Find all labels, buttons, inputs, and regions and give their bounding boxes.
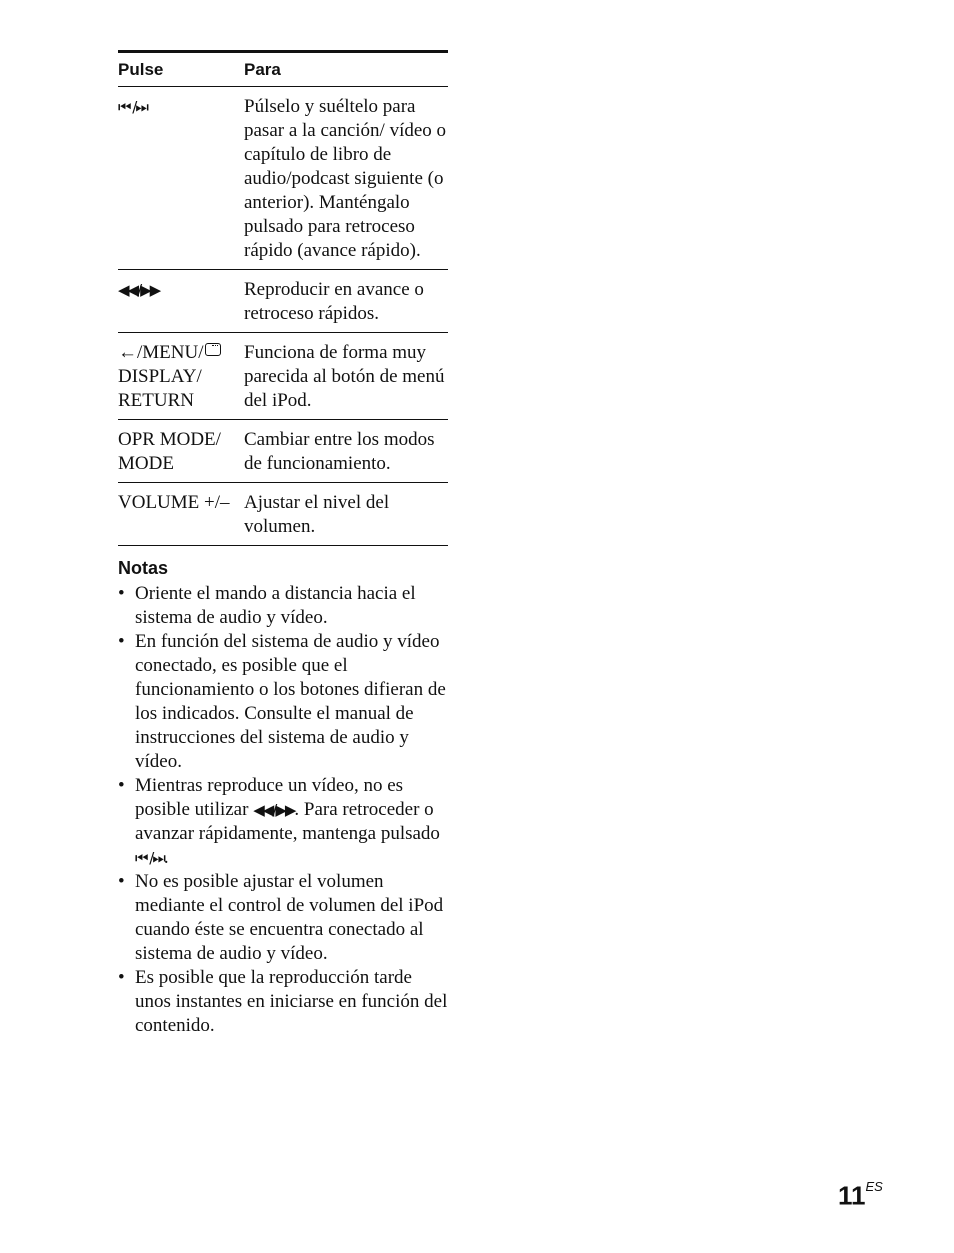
note-item: [118, 630, 448, 774]
page-number: [838, 1176, 883, 1211]
note-item: [118, 774, 448, 870]
table-row: [118, 270, 448, 333]
controls-table: [118, 50, 448, 546]
header-para: Para: [244, 52, 448, 87]
note-text: No es posible ajustar el volumen mediante el control de volumen del iPod cuando éste se encuentra conectado al sistema de audio y vídeo.: [135, 871, 444, 964]
key-cell: VOLUME +/–: [118, 483, 244, 546]
table-row: [118, 333, 448, 420]
table-header-row: [118, 52, 448, 87]
note-text: En función del sistema de audio y vídeo conectado, es posible que el funcionamiento o los botones difieran de los indicados. Consulte el manual de instrucciones del sistema de audio y vídeo.: [135, 631, 446, 772]
notes-title: Notas: [118, 558, 169, 578]
desc-cell: Púlselo y suéltelo para pasar a la canción/ vídeo o capítulo de libro de audio/podcast siguiente (o anterior). Manténgalo pulsado para retroceso rápido (avance rápido).: [244, 87, 448, 270]
desc-cell: Funciona de forma muy parecida al botón de menú del iPod.: [244, 333, 448, 420]
skip-prev-next-icon: ⏮ /⏭: [118, 98, 147, 116]
desc-cell: Reproducir en avance o retroceso rápidos.: [244, 270, 448, 333]
key-prefix: ←/MENU/: [118, 342, 204, 363]
rewind-forward-icon: ◀◀/▶▶: [118, 281, 160, 299]
desc-cell: Ajustar el nivel del volumen.: [244, 483, 448, 546]
table-row: [118, 87, 448, 270]
notes-list: [118, 582, 448, 1038]
page-language-suffix: ES: [865, 1179, 883, 1194]
table-row: [118, 483, 448, 546]
skip-prev-next-icon: ⏮ /⏭: [135, 849, 164, 867]
key-cell: [118, 270, 244, 333]
note-item: [118, 966, 448, 1038]
note-item: [118, 582, 448, 630]
bullet: •: [118, 631, 125, 652]
note-item: [118, 870, 448, 966]
key-cell: [118, 333, 244, 420]
bullet: •: [118, 583, 125, 604]
page-number-value: 11: [838, 1180, 866, 1211]
bullet: •: [118, 967, 125, 988]
note-text-a: Mientras reproduce un vídeo, no es posible utilizar: [135, 775, 404, 820]
header-pulse: Pulse: [118, 52, 244, 87]
desc-cell: Cambiar entre los modos de funcionamiento.: [244, 420, 448, 483]
key-rest: DISPLAY/ RETURN: [118, 366, 202, 411]
note-text: Es posible que la reproducción tarde unos instantes en iniciarse en función del contenido.: [135, 967, 448, 1036]
rewind-forward-icon: ◀◀/▶▶: [253, 801, 295, 819]
key-cell: [118, 87, 244, 270]
key-cell: OPR MODE/ MODE: [118, 420, 244, 483]
note-text-b: . Para retroceder o avanzar rápidamente, mantenga pulsado: [135, 799, 440, 844]
note-text: Oriente el mando a distancia hacia el sistema de audio y vídeo.: [135, 583, 416, 628]
bullet: •: [118, 775, 125, 796]
bullet: •: [118, 871, 125, 892]
note-text-c: .: [163, 847, 169, 868]
table-row: [118, 420, 448, 483]
main-column: [118, 50, 448, 1038]
display-icon: [205, 343, 221, 356]
